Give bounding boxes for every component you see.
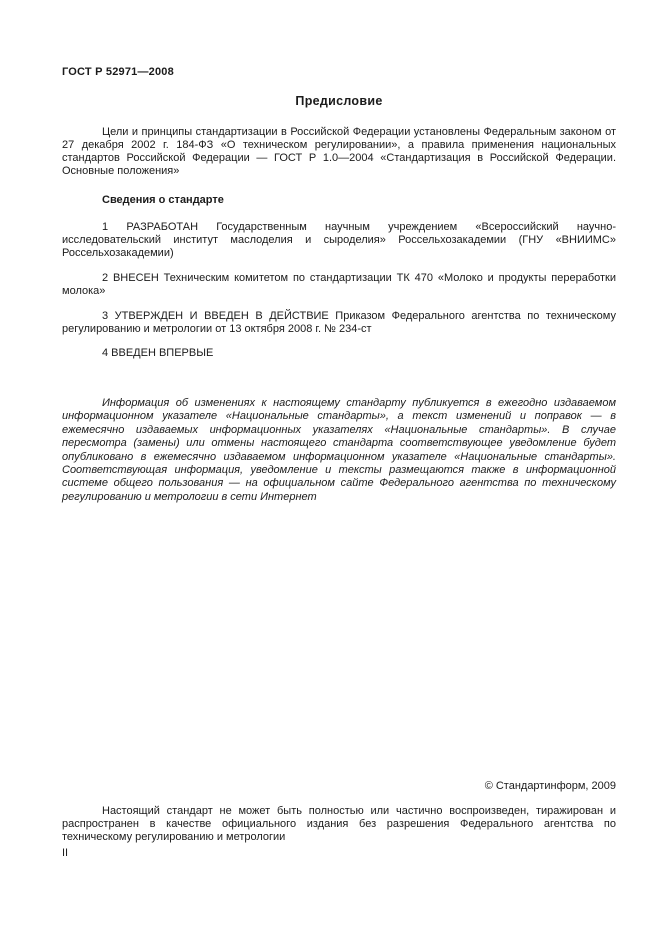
page-title: Предисловие bbox=[295, 94, 383, 108]
foreword-item-approved: 3 УТВЕРЖДЕН И ВВЕДЕН В ДЕЙСТВИЕ Приказом Федерального агентства по техническому регулированию и метрологии от 13 октября 2008 г. № 234-ст bbox=[62, 310, 616, 335]
intro-paragraph: Цели и принципы стандартизации в Российской Федерации установлены Федеральным законом от 27 декабря 2002 г. 184-ФЗ «О техническом регулировании», а правила применения национальных стандартов Российской Федерации — ГОСТ Р 1.0—2004 «Стандартизация в Российской Федерации. Основные положения» bbox=[62, 126, 616, 177]
copyright-notice: © Стандартинформ, 2009 bbox=[484, 780, 616, 792]
foreword-item-developed: 1 РАЗРАБОТАН Государственным научным учреждением «Всероссийский научно-исследовательский институт маслоделия и сыроделия» Россельхозакадемии (ГНУ «ВНИИМС» Россельхозакадемии) bbox=[62, 221, 616, 259]
standard-info-heading: Сведения о стандарте bbox=[102, 194, 224, 206]
foreword-item-submitted: 2 ВНЕСЕН Техническим комитетом по стандартизации ТК 470 «Молоко и продукты переработки молока» bbox=[62, 272, 616, 297]
change-notice-paragraph: Информация об изменениях к настоящему стандарту публикуется в ежегодно издаваемом информационном указателе «Национальные стандарты», а текст изменений и поправок — в ежемесячно издаваемых информационных указателях «Национальные стандарты». В случае пересмотра (замены) или отмены настоящего стандарта соответствующее уведомление будет опубликовано в ежемесячно издаваемом информационном указателе «Национальные стандарты». Соответствующая информация, уведомление и тексты размещаются также в информационной системе общего пользования — на официальном сайте Федерального агентства по техническому регулированию и метрологии в сети Интернет bbox=[62, 397, 616, 503]
foreword-item-first-introduced: 4 ВВЕДЕН ВПЕРВЫЕ bbox=[102, 347, 214, 359]
reproduction-restriction: Настоящий стандарт не может быть полностью или частично воспроизведен, тиражирован и распространен в качестве официального издания без разрешения Федерального агентства по техническому регулированию и метрологии bbox=[62, 805, 616, 843]
page-number: II bbox=[62, 847, 69, 859]
doc-number: ГОСТ Р 52971—2008 bbox=[62, 66, 174, 78]
